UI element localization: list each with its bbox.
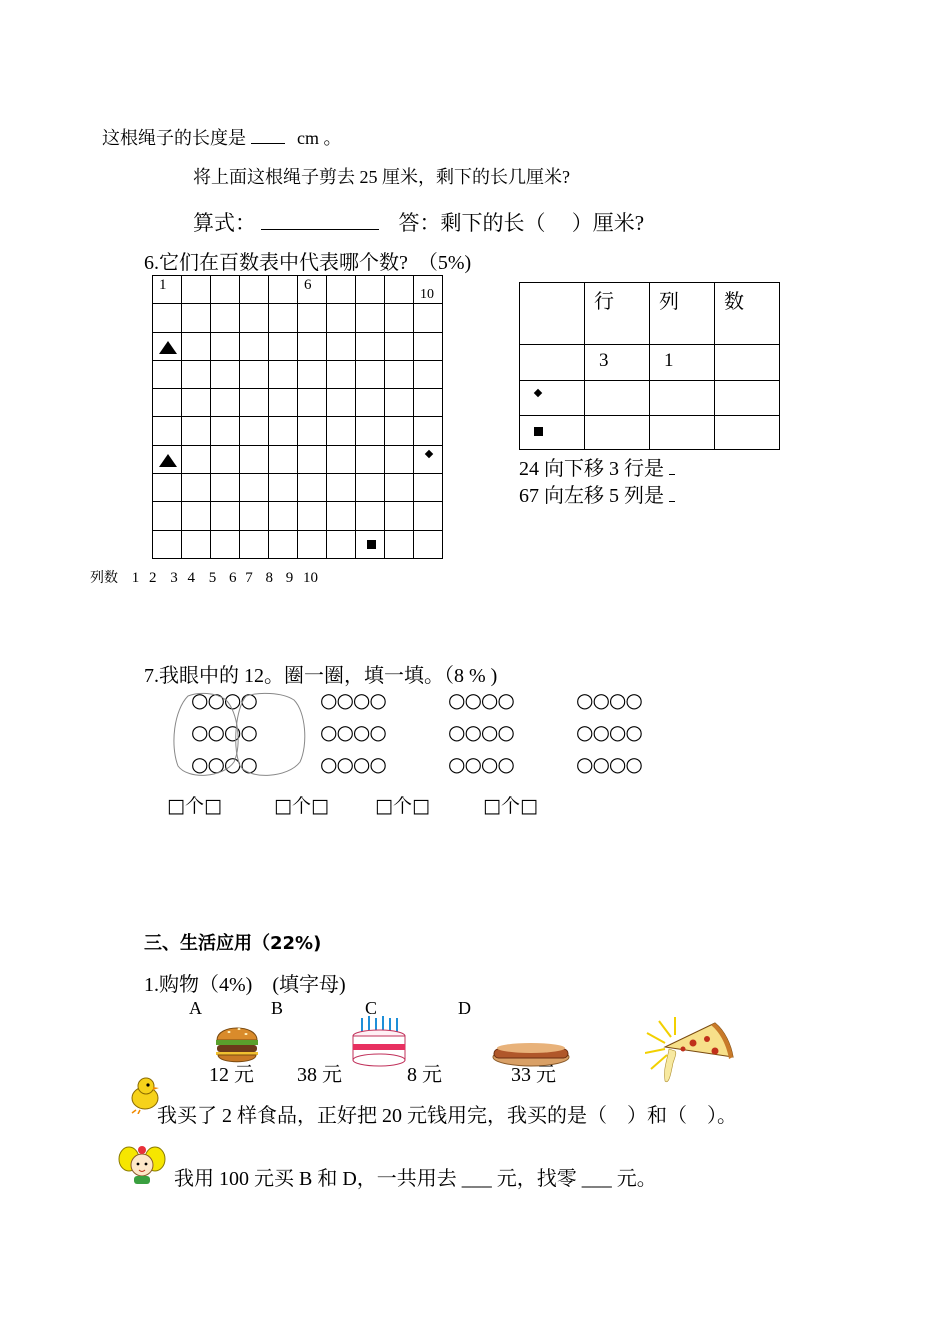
letter-d: D: [458, 998, 471, 1018]
rope-formula-line: [193, 207, 644, 237]
section3-title: 三、生活应用（22%): [144, 933, 322, 954]
circle-row: ○○○○: [576, 688, 642, 712]
col-number: 6: [229, 570, 237, 586]
diamond-cell: [414, 445, 443, 473]
rope-length-line: [102, 124, 342, 150]
col-number: 9: [285, 570, 294, 586]
circle-row: ○○○○: [191, 720, 257, 744]
rope-length-text: 这根绳子的长度是: [102, 128, 246, 148]
diamond-icon: [534, 389, 542, 397]
col-number: 8: [265, 570, 273, 586]
triangle-cell-2: [153, 445, 182, 473]
hundred-grid: [152, 275, 443, 559]
hand-drawn-loops: [168, 690, 313, 782]
circle-row: ○○○○: [576, 720, 642, 744]
col-axis-label: 列数: [90, 570, 118, 586]
col-number: 7: [245, 570, 253, 586]
q7-title: 7.我眼中的 12。圈一圈，填一填。（8 % ): [144, 665, 498, 687]
q7-answer-2[interactable]: □个□: [274, 795, 329, 817]
q6-title: 6.它们在百数表中代表哪个数? （5%): [144, 252, 472, 274]
header-row: 行: [594, 289, 614, 313]
grid-cell-10: [414, 276, 443, 304]
move-blank-2[interactable]: [669, 481, 675, 502]
move-blank-1[interactable]: [669, 454, 675, 475]
letter-b: B: [271, 998, 284, 1018]
circle-row: ○○○○: [448, 752, 514, 776]
col-number: 3: [170, 570, 178, 586]
formula-label: 算式：: [193, 211, 256, 235]
rope-length-blank[interactable]: [251, 125, 285, 144]
square-icon: [367, 540, 376, 549]
move-question-2: [519, 479, 675, 508]
row-col-table: [519, 282, 780, 450]
grid-number-10: 10: [420, 287, 434, 302]
rope-length-unit: cm 。: [297, 128, 342, 148]
rope-question: 将上面这根绳子剪去 25 厘米，剩下的长几厘米?: [193, 167, 570, 187]
move-text-1: 24 向下移 3 行是: [519, 458, 664, 480]
col-number: 1: [131, 570, 140, 586]
shopping-sentence-1: 我买了 2 样食品，正好把 20 元钱用完，我买的是（ ）和（ ）。: [157, 1105, 737, 1127]
shopping-sentence-2: 我用 100 元买 B 和 D，一共用去 ___ 元，找零 ___ 元。: [174, 1168, 657, 1190]
grid-number-6: 6: [304, 277, 312, 293]
col-value: 1: [664, 350, 674, 371]
triangle-icon: [159, 454, 177, 467]
col-number: 5: [208, 570, 217, 586]
shopping-title: 1.购物（4%) (填字母): [144, 974, 346, 996]
col-number: 2: [149, 570, 157, 586]
circle-row: ○○○○: [448, 720, 514, 744]
grid-number-1: 1: [159, 277, 167, 293]
price-a: 12 元: [209, 1064, 254, 1086]
circle-row: ○○○○: [191, 752, 257, 776]
circle-row: ○○○○: [576, 752, 642, 776]
col-axis: [90, 567, 318, 587]
col-number: 4: [187, 570, 195, 586]
answer-text: 答：剩下的长（ ）厘米?: [398, 211, 645, 235]
circle-row: ○○○○: [191, 688, 257, 712]
girl-icon: [117, 1143, 167, 1185]
header-col: 列: [659, 289, 679, 313]
circle-row: ○○○○: [320, 688, 386, 712]
row-value: 3: [599, 350, 609, 371]
formula-blank[interactable]: [261, 208, 379, 230]
q7-answer-1[interactable]: □个□: [167, 795, 222, 817]
price-d: 33 元: [511, 1064, 556, 1086]
diamond-icon: [425, 450, 433, 458]
header-num: 数: [724, 289, 744, 313]
triangle-cell: [153, 332, 182, 360]
grid-cell-1: [153, 276, 182, 304]
pizza-icon: [645, 1013, 737, 1089]
triangle-icon: [159, 341, 177, 354]
q7-answer-4[interactable]: □个□: [483, 795, 538, 817]
move-question-1: [519, 452, 675, 481]
price-b: 38 元: [297, 1064, 342, 1086]
square-cell: [356, 530, 385, 558]
q7-answer-3[interactable]: □个□: [375, 795, 430, 817]
circle-row: ○○○○: [320, 752, 386, 776]
price-c: 8 元: [407, 1064, 442, 1086]
letter-a: A: [189, 998, 202, 1018]
num-answer-cell[interactable]: [715, 345, 780, 381]
col-number: 10: [303, 570, 318, 586]
letter-c: C: [365, 998, 378, 1018]
square-icon: [534, 427, 543, 436]
circle-row: ○○○○: [448, 688, 514, 712]
grid-cell-6: [298, 276, 327, 304]
circle-row: ○○○○: [320, 720, 386, 744]
cake-icon: [350, 1014, 408, 1070]
move-text-2: 67 向左移 5 列是: [519, 485, 664, 507]
